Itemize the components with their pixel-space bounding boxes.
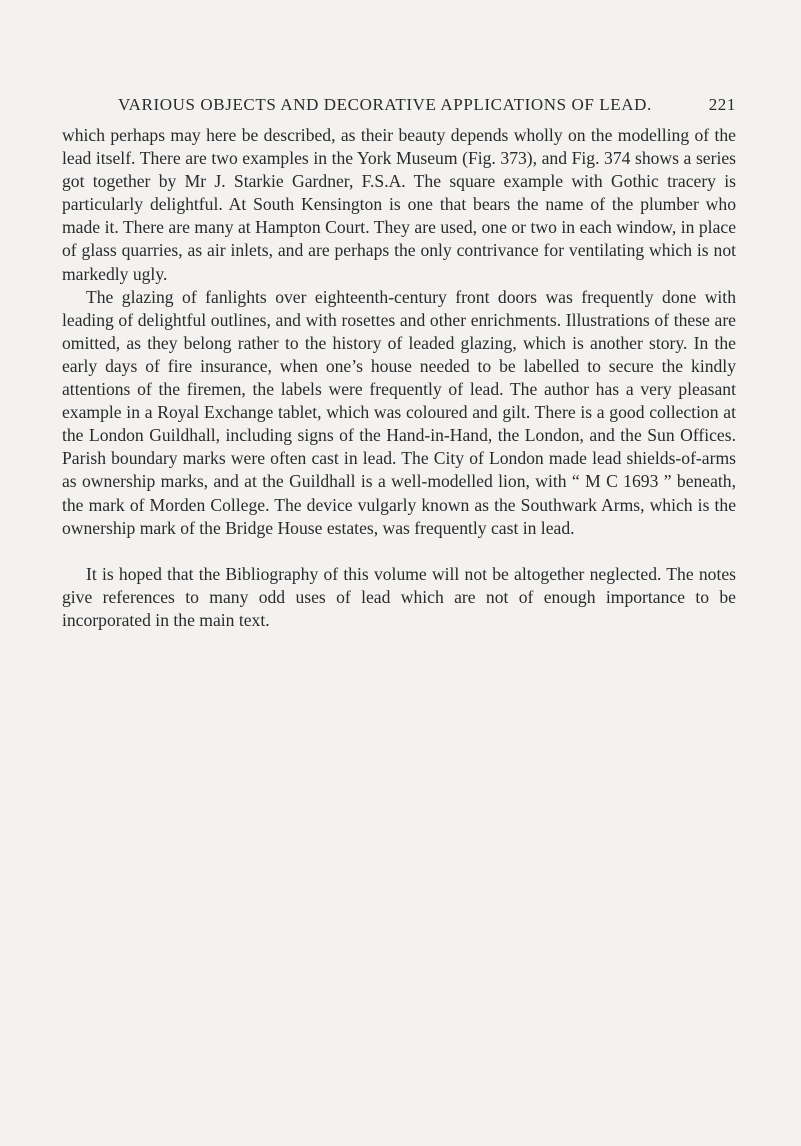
running-title: VARIOUS OBJECTS AND DECORATIVE APPLICATIONS OF LEAD.: [118, 95, 652, 114]
body-text: [62, 124, 736, 632]
page-number: 221: [708, 95, 736, 114]
paragraph-fanlights: The glazing of fanlights over eighteenth-century front doors was frequently done with leading of delightful outlines, and with rosettes and other enrichments. Illustrations of these are omitted, as they belong rather to the history of leaded glazing, which is another story. In the early days of fire insurance, when one’s house needed to be labelled to secure the kindly attentions of the firemen, the labels were frequently of lead. The author has a very pleasant example in a Royal Exchange tablet, which was coloured and gilt. There is a good collection at the London Guildhall, including signs of the Hand-in-Hand, the London, and the Sun Offices. Parish boundary marks were often cast in lead. The City of London made lead shields-of-arms as ownership marks, and at the Guildhall is a well-modelled lion, with “ M C 1693 ” beneath, the mark of Morden College. The device vulgarly known as the Southwark Arms, which is the ownership mark of the Bridge House estates, was frequently cast in lead.: [62, 286, 736, 538]
running-head: [62, 92, 736, 118]
paragraph-continued: which perhaps may here be described, as their beauty depends wholly on the modelling of the lead itself. There are two examples in the York Museum (Fig. 373), and Fig. 374 shows a series got together by Mr J. Starkie Gardner, F.S.A. The square example with Gothic tracery is particularly delightful. At South Kensington is one that bears the name of the plumber who made it. There are many at Hampton Court. They are used, one or two in each window, in place of glass quarries, as air inlets, and are perhaps the only contrivance for ventilating which is not markedly ugly.: [62, 125, 736, 284]
paragraph-bibliography: It is hoped that the Bibliography of this volume will not be altogether neglected. The notes give references to many odd uses of lead which are not of enough importance to be incorporated in the main text.: [62, 563, 736, 630]
book-page: [62, 92, 736, 632]
